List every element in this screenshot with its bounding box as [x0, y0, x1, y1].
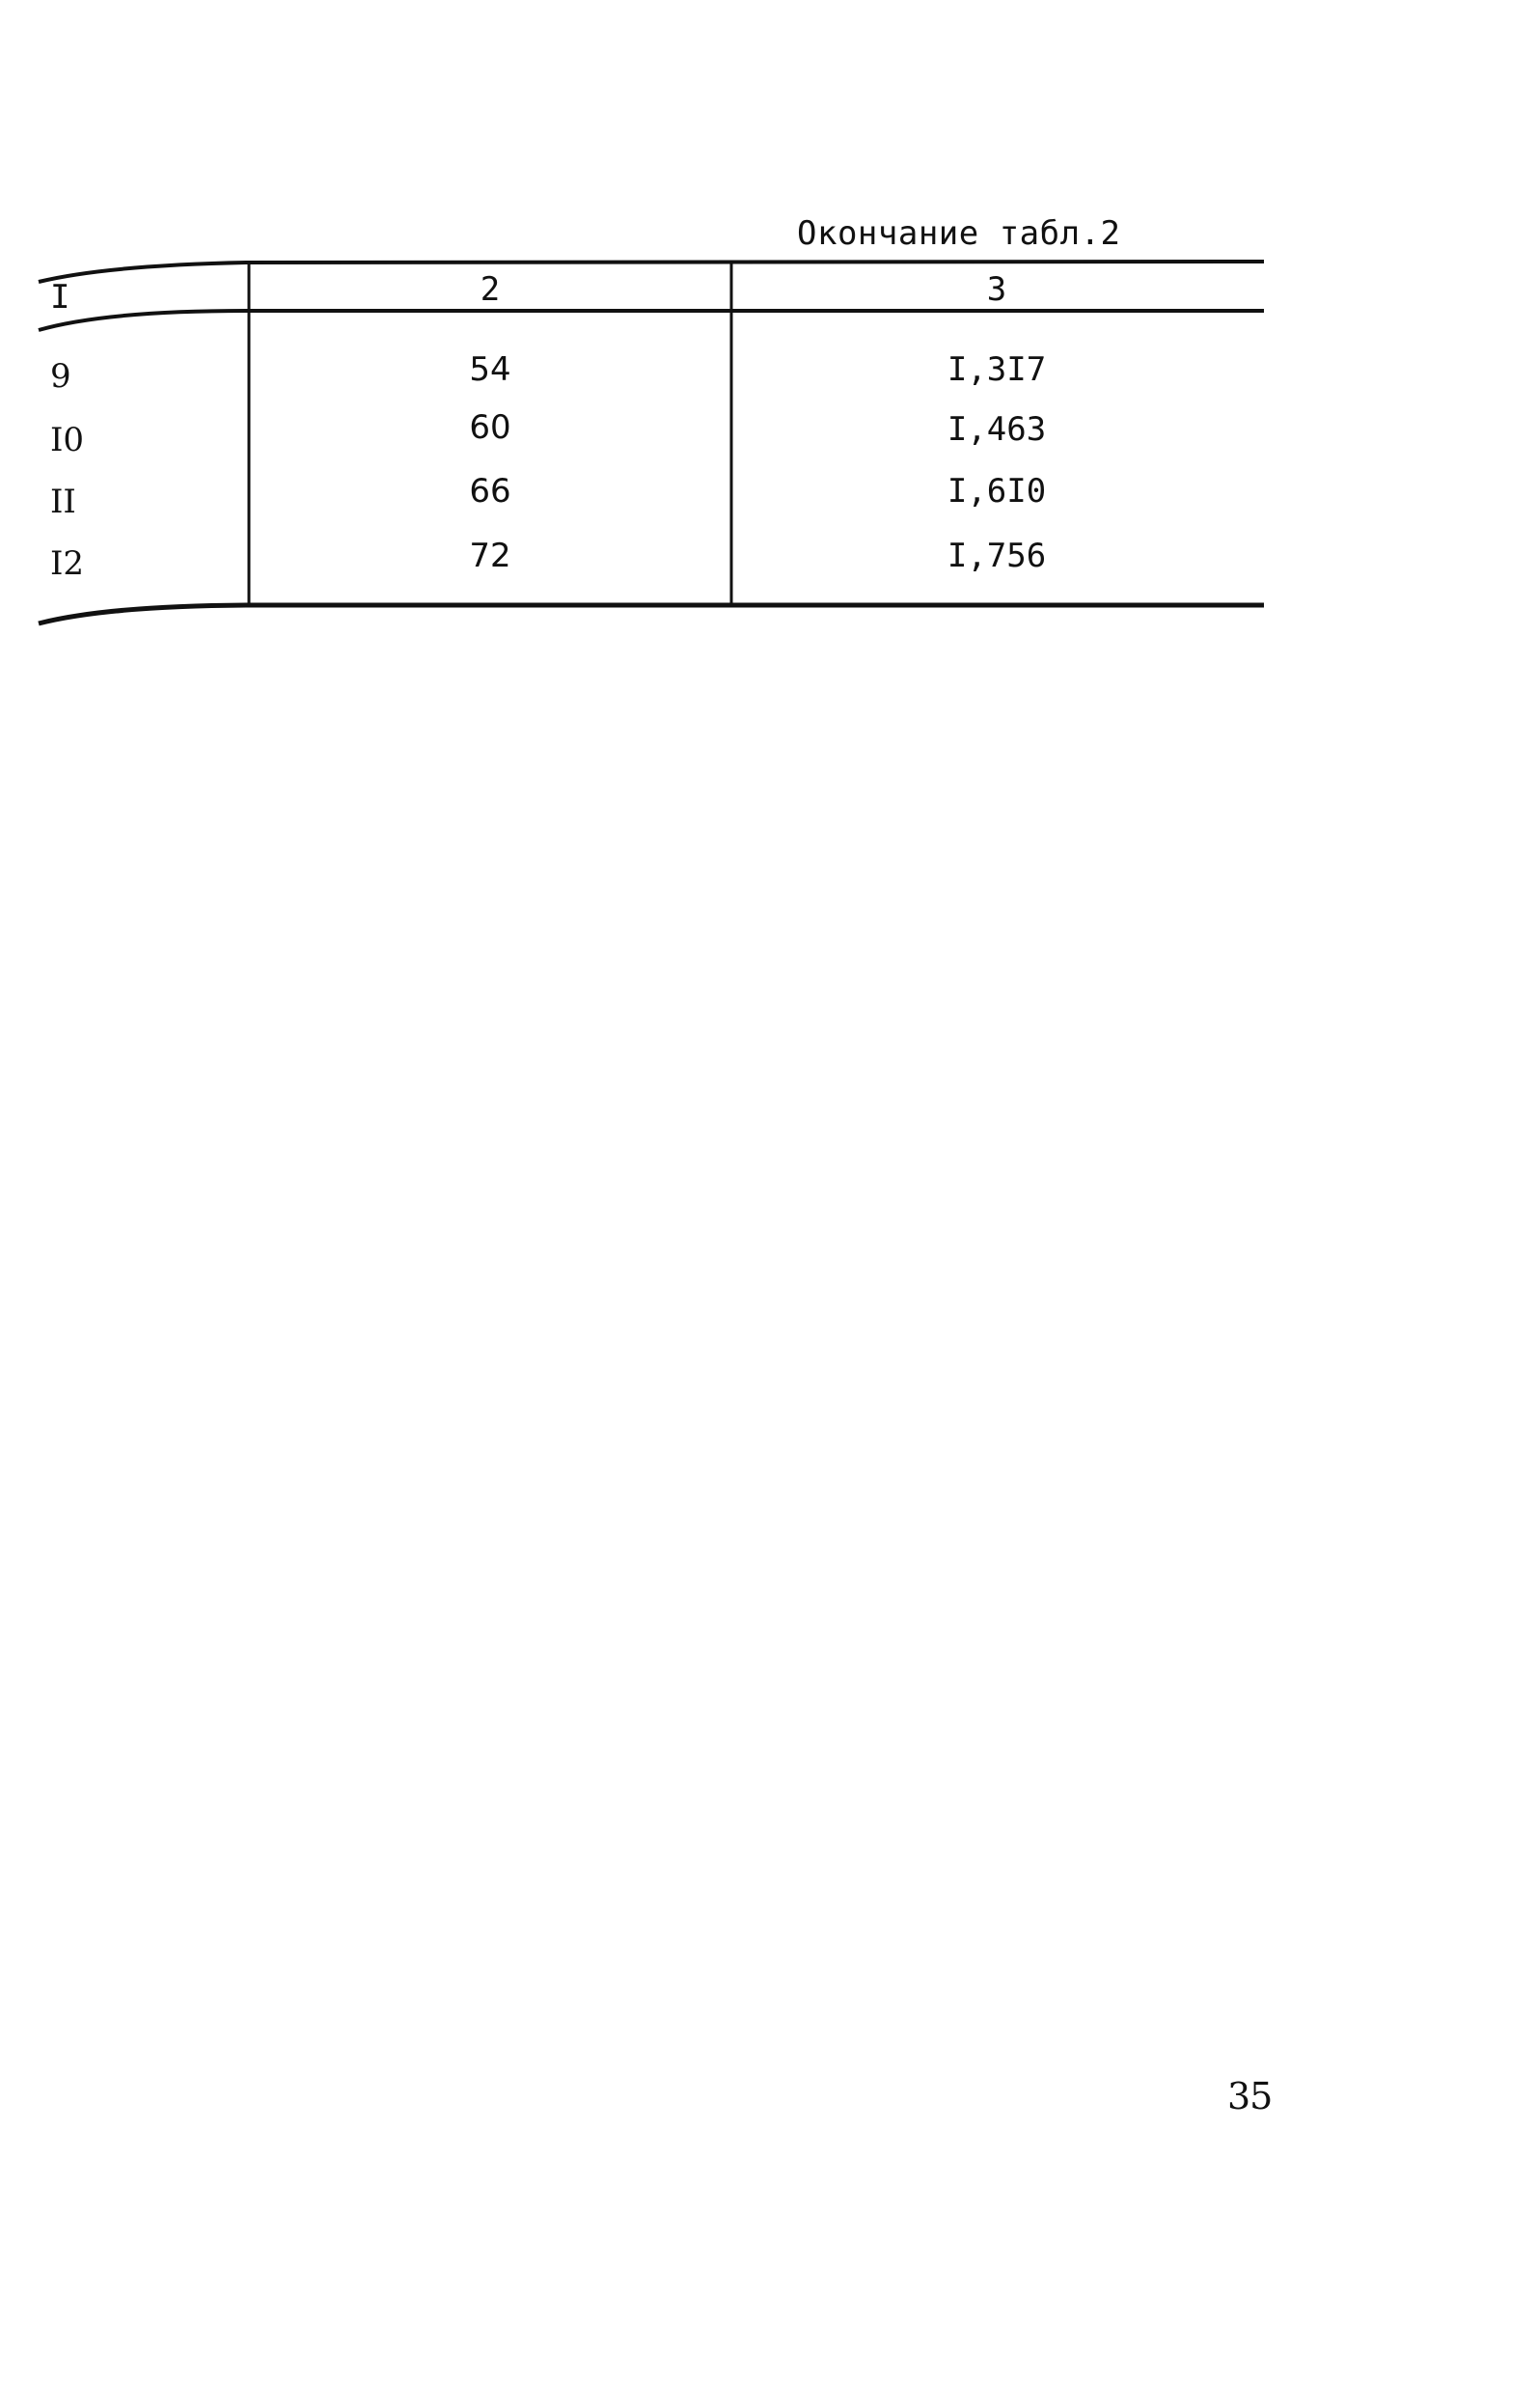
table-cell-row2-col2: 60	[469, 408, 511, 447]
table-cell-row1-col3: I,3I7	[947, 350, 1047, 389]
table-cell-row4-col3: I,756	[947, 537, 1047, 575]
table-bottom-rule	[39, 605, 1264, 623]
table-cell-row3-col3: I,6I0	[947, 472, 1047, 511]
table-caption: Окончание табл.2	[797, 214, 1121, 253]
table-cell-row2-col3: I,463	[947, 410, 1047, 449]
table-cell-row1-col1: 9	[50, 357, 71, 396]
table-header-cell-3: 3	[986, 270, 1007, 309]
table-header-cell-1: I	[50, 278, 70, 317]
table-cell-row4-col1: I2	[50, 544, 85, 583]
table-cell-row3-col1: II	[50, 483, 76, 521]
table-header-cell-2: 2	[480, 270, 501, 309]
table-cell-row4-col2: 72	[469, 537, 511, 575]
table-cell-row1-col2: 54	[469, 350, 511, 389]
table-cell-row2-col1: I0	[50, 421, 85, 459]
table-header-rule	[39, 311, 1264, 330]
page-number: 35	[1227, 2075, 1273, 2117]
table-cell-row3-col2: 66	[469, 472, 511, 511]
